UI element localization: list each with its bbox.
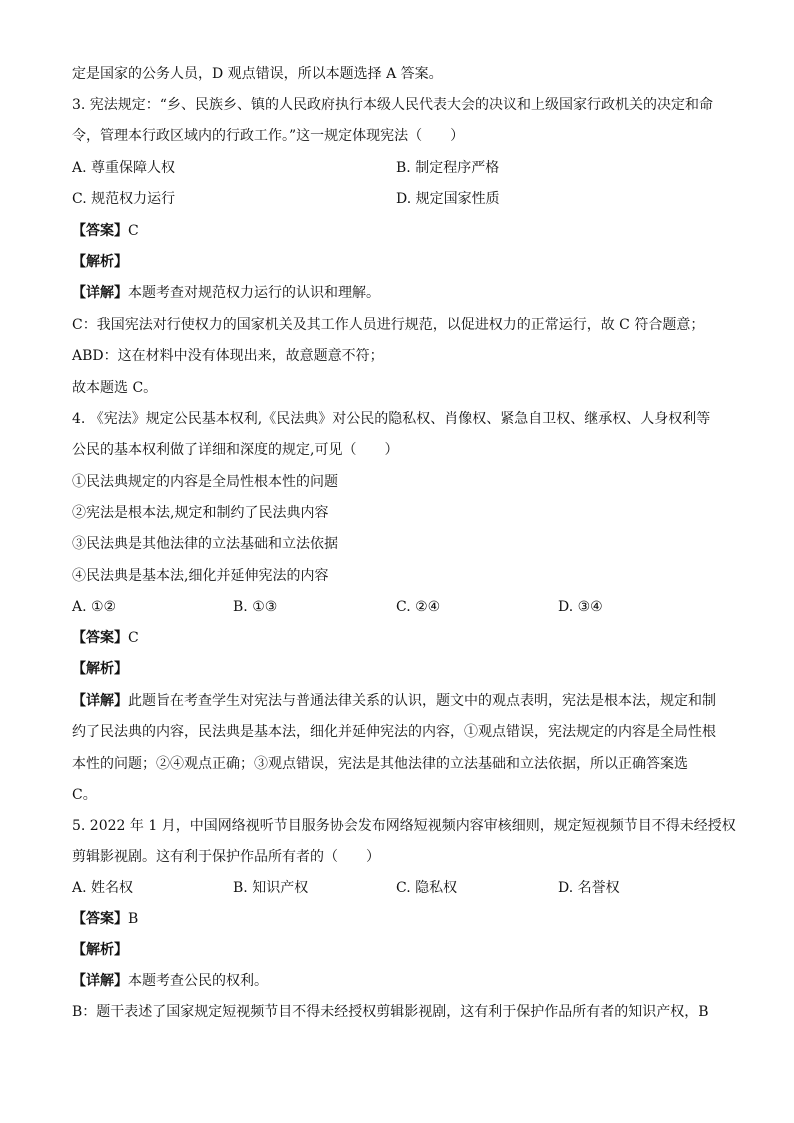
answer-label: 【答案】 — [72, 911, 128, 927]
answer-label: 【答案】 — [72, 630, 128, 646]
option-c: C. 隐私权 — [396, 880, 458, 896]
analysis-label — [72, 251, 732, 273]
option-c: C. ②④ — [396, 599, 441, 615]
detail-line — [72, 282, 732, 304]
question-5-options — [72, 877, 732, 899]
paragraph-line: 定是国家的公务人员，D 观点错误，所以本题选择 A 答案。 — [72, 66, 443, 82]
answer-line — [72, 220, 732, 242]
analysis-label-text: 【解析】 — [72, 254, 128, 270]
explanation-line: ABD：这在材料中没有体现出来，故意题意不符； — [72, 348, 384, 364]
explanation-line: C。 — [72, 787, 97, 803]
answer-value: B — [128, 911, 139, 927]
question-4-stem: 4. 《宪法》规定公民基本权利,《民法典》对公民的隐私权、肖像权、紧急自卫权、继承权、人身权利等 — [72, 411, 711, 427]
option-b: B. ①③ — [233, 599, 278, 615]
statement-2: ②宪法是根本法,规定和制约了民法典内容 — [72, 505, 329, 521]
analysis-label — [72, 939, 732, 961]
question-4-stem-cont: 公民的基本权利做了详细和深度的规定,可见（ ） — [72, 442, 399, 458]
detail-text: 本题考查对规范权力运行的认识和理解。 — [128, 285, 380, 301]
option-d: D. 名誉权 — [558, 880, 620, 896]
option-a: A. 尊重保障人权 — [72, 160, 176, 176]
analysis-label-text: 【解析】 — [72, 942, 128, 958]
option-d: D. 规定国家性质 — [396, 191, 500, 207]
detail-text: 此题旨在考查学生对宪法与普通法律关系的认识，题文中的观点表明，宪法是根本法，规定和制 — [128, 693, 716, 709]
answer-label: 【答案】 — [72, 223, 128, 239]
question-3-stem-cont: 令，管理本行政区域内的行政工作。”这一规定体现宪法（ ） — [72, 128, 465, 144]
explanation-line: C：我国宪法对行使权力的国家机关及其工作人员进行规范，以促进权力的正常运行，故 C 符合题意； — [72, 317, 705, 333]
option-b: B. 制定程序严格 — [396, 160, 500, 176]
question-3-stem: 3. 宪法规定：“乡、民族乡、镇的人民政府执行本级人民代表大会的决议和上级国家行政机关的决定和命 — [72, 97, 713, 113]
detail-line — [72, 970, 732, 992]
option-a: A. ①② — [72, 599, 117, 615]
question-5-stem-cont: 剪辑影视剧。这有利于保护作品所有者的（ ） — [72, 849, 380, 865]
option-b: B. 知识产权 — [233, 880, 309, 896]
answer-line — [72, 627, 732, 649]
question-3-options-row-2 — [72, 188, 732, 210]
explanation-line: 约了民法典的内容，民法典是基本法，细化并延伸宪法的内容，①观点错误，宪法规定的内容是全局性根 — [72, 724, 716, 740]
statement-4: ④民法典是基本法,细化并延伸宪法的内容 — [72, 568, 329, 584]
option-d: D. ③④ — [558, 599, 603, 615]
explanation-line: 本性的问题；②④观点正确；③观点错误，宪法是其他法律的立法基础和立法依据，所以正确答案选 — [72, 756, 688, 772]
detail-label: 【详解】 — [72, 973, 128, 989]
detail-text: 本题考查公民的权利。 — [128, 973, 268, 989]
analysis-label — [72, 658, 732, 680]
option-c: C. 规范权力运行 — [72, 191, 176, 207]
question-3-options-row-1 — [72, 157, 732, 179]
explanation-line: 故本题选 C。 — [72, 380, 158, 396]
detail-label: 【详解】 — [72, 693, 128, 709]
question-5-stem: 5. 2022 年 1 月，中国网络视听节目服务协会发布网络短视频内容审核细则，规定短视频节目不得未经授权 — [72, 818, 736, 834]
answer-value: C — [128, 223, 139, 239]
answer-line — [72, 908, 732, 930]
detail-label: 【详解】 — [72, 285, 128, 301]
statement-3: ③民法典是其他法律的立法基础和立法依据 — [72, 536, 338, 552]
explanation-line: B：题干表述了国家规定短视频节目不得未经授权剪辑影视剧，这有利于保护作品所有者的知识产权，B — [72, 1004, 709, 1020]
answer-value: C — [128, 630, 139, 646]
detail-line — [72, 690, 732, 712]
question-4-options — [72, 596, 732, 618]
analysis-label-text: 【解析】 — [72, 661, 128, 677]
statement-1: ①民法典规定的内容是全局性根本性的问题 — [72, 474, 338, 490]
option-a: A. 姓名权 — [72, 880, 134, 896]
